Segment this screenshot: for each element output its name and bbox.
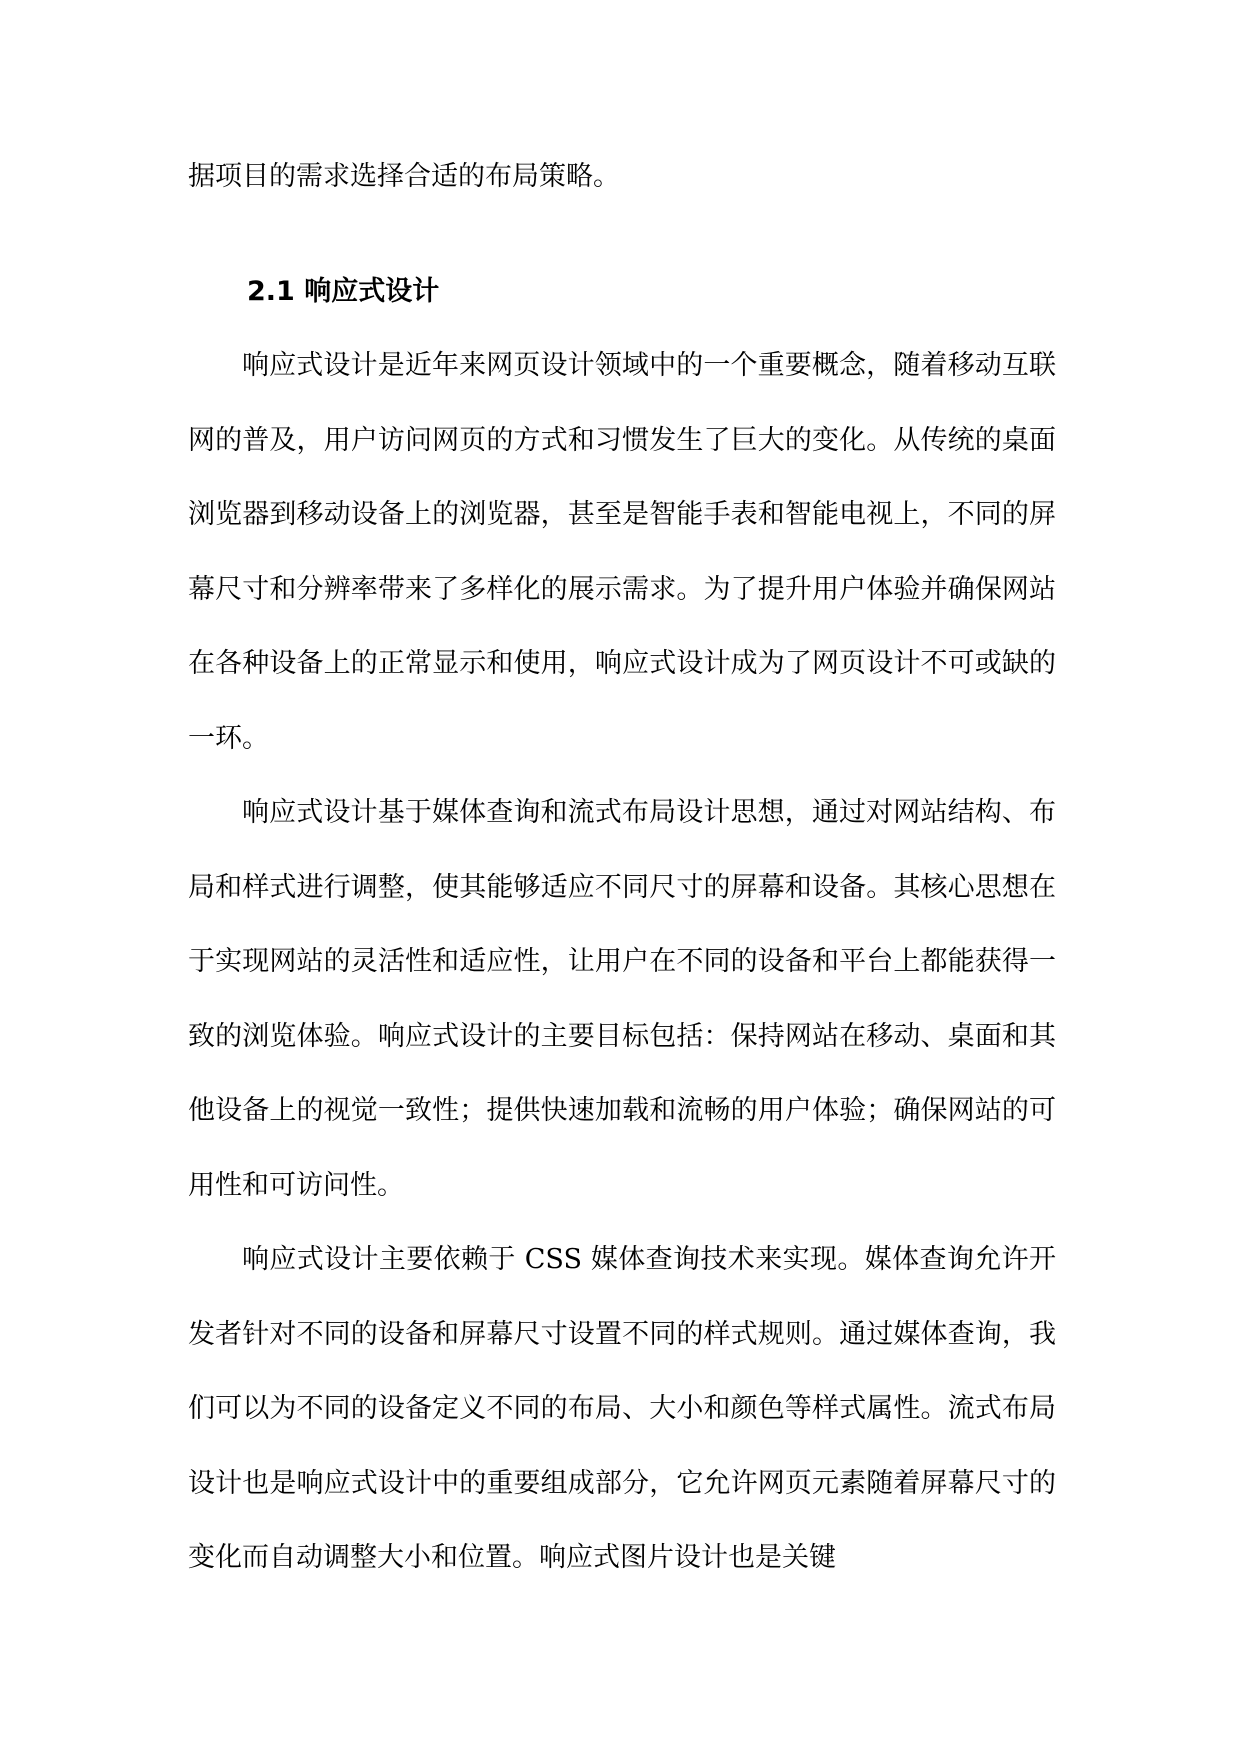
paragraph-media-queries: 响应式设计主要依赖于 CSS 媒体查询技术来实现。媒体查询允许开发者针对不同的设备和屏幕尺寸设置不同的样式规则。通过媒体查询，我们可以为不同的设备定义不同的布局、大小和颜色等样式属性。流式布局设计也是响应式设计中的重要组成部分，它允许网页元素随着屏幕尺寸的变化而自动调整大小和位置。响应式图片设计也是关键: [188, 1244, 1056, 1573]
paragraph-principles: 响应式设计基于媒体查询和流式布局设计思想，通过对网站结构、布局和样式进行调整，使其能够适应不同尺寸的屏幕和设备。其核心思想在于实现网站的灵活性和适应性，让用户在不同的设备和平台上都能获得一致的浏览体验。响应式设计的主要目标包括：保持网站在移动、桌面和其他设备上的视觉一致性；提供快速加载和流畅的用户体验；确保网站的可用性和可访问性。: [188, 797, 1056, 1201]
spacer: [188, 215, 1056, 235]
section-heading: 2.1 响应式设计: [247, 275, 440, 307]
paragraph-intro: 响应式设计是近年来网页设计领域中的一个重要概念，随着移动互联网的普及，用户访问网页的方式和习惯发生了巨大的变化。从传统的桌面浏览器到移动设备上的浏览器，甚至是智能手表和智能电视上，不同的屏幕尺寸和分辨率带来了多样化的展示需求。为了提升用户体验并确保网站在各种设备上的正常显示和使用，响应式设计成为了网页设计不可或缺的一环。: [188, 350, 1056, 754]
continued-paragraph: 据项目的需求选择合适的布局策略。: [188, 161, 620, 192]
document-body: [188, 140, 1056, 1596]
